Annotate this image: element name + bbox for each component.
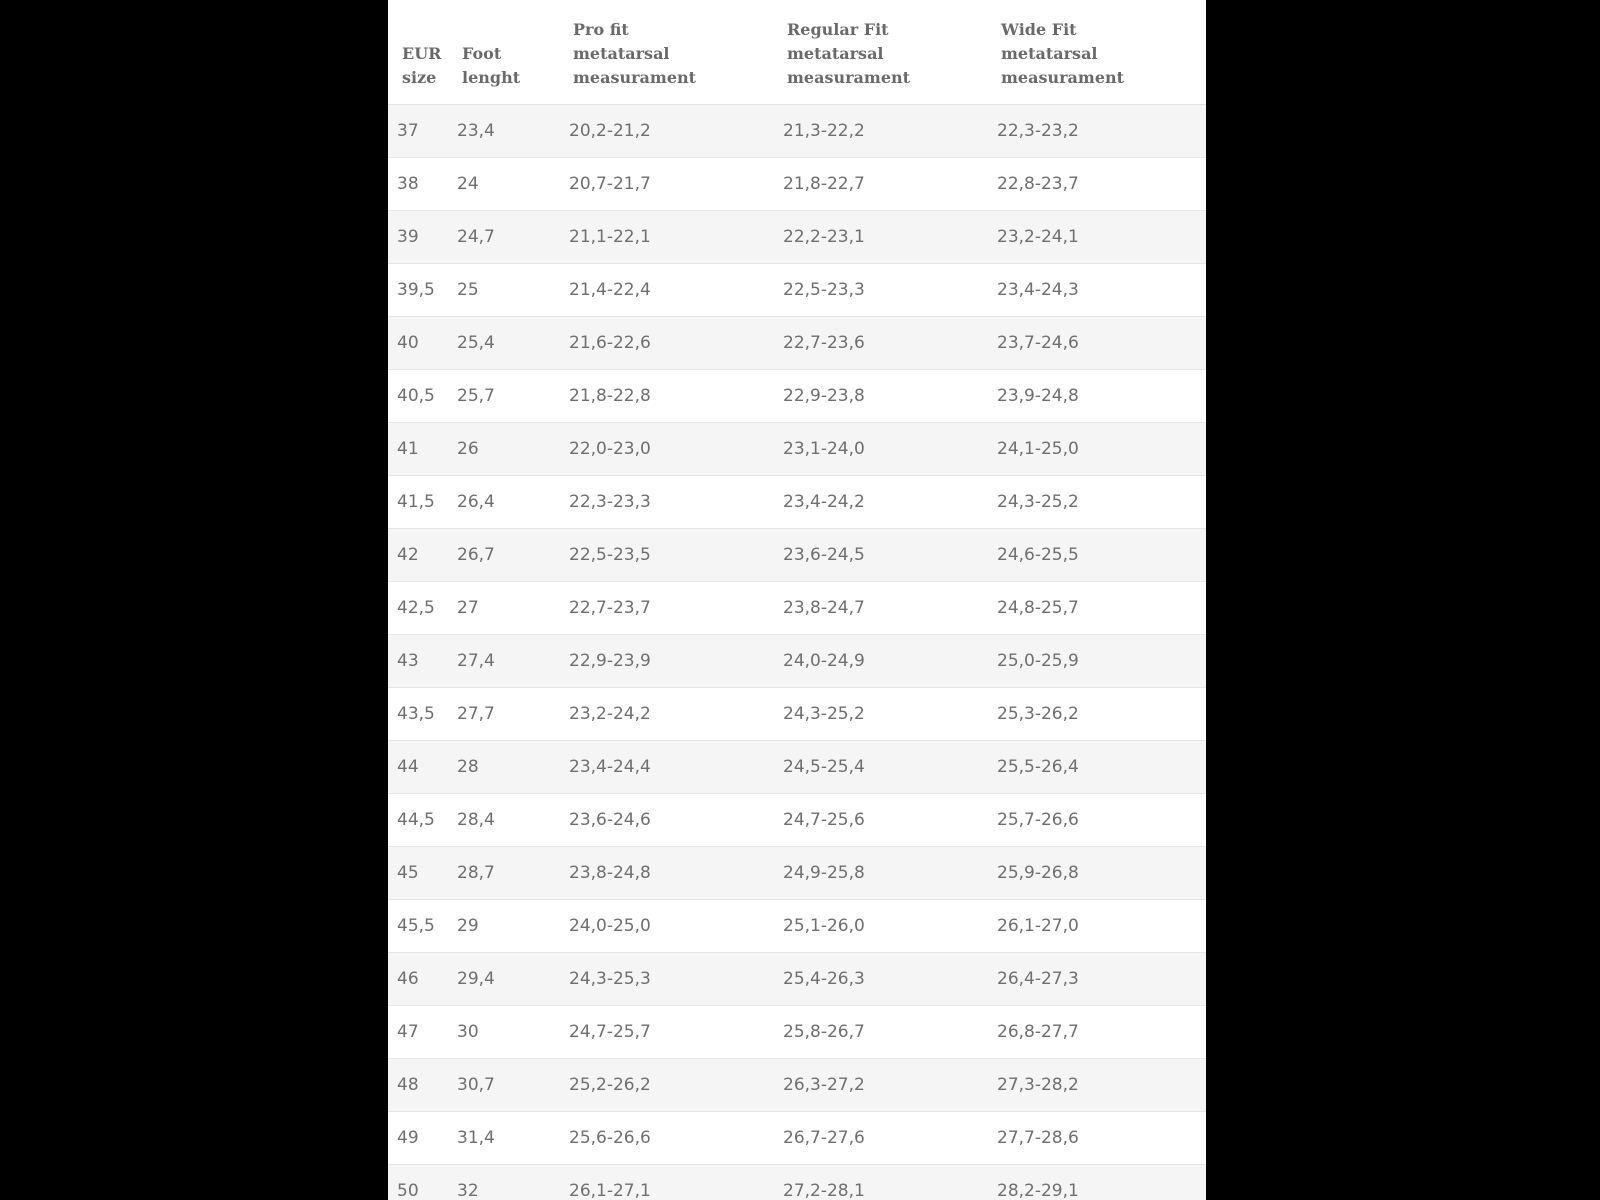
cell-regular-fit: 26,3-27,2 xyxy=(783,1075,865,1095)
cell-foot-length: 32 xyxy=(457,1181,479,1200)
cell-wide-fit: 24,8-25,7 xyxy=(997,598,1079,618)
cell-foot-length: 25,4 xyxy=(457,333,495,353)
cell-foot-length: 26,4 xyxy=(457,492,495,512)
cell-regular-fit: 24,3-25,2 xyxy=(783,704,865,724)
table-row xyxy=(388,1112,1206,1165)
cell-wide-fit: 25,9-26,8 xyxy=(997,863,1079,883)
table-row xyxy=(388,688,1206,741)
cell-eur-size: 40 xyxy=(397,333,419,353)
cell-wide-fit: 25,7-26,6 xyxy=(997,810,1079,830)
cell-foot-length: 28,4 xyxy=(457,810,495,830)
cell-pro-fit: 21,4-22,4 xyxy=(569,280,651,300)
table-row xyxy=(388,370,1206,423)
cell-regular-fit: 21,3-22,2 xyxy=(783,121,865,141)
table-row xyxy=(388,635,1206,688)
cell-eur-size: 42,5 xyxy=(397,598,435,618)
cell-wide-fit: 25,0-25,9 xyxy=(997,651,1079,671)
cell-pro-fit: 23,2-24,2 xyxy=(569,704,651,724)
header-pro-fit: Pro fit metatarsal measurament xyxy=(573,20,697,87)
table-header xyxy=(388,0,1206,105)
cell-eur-size: 41,5 xyxy=(397,492,435,512)
cell-eur-size: 42 xyxy=(397,545,419,565)
cell-pro-fit: 24,3-25,3 xyxy=(569,969,651,989)
table-row xyxy=(388,529,1206,582)
cell-wide-fit: 25,5-26,4 xyxy=(997,757,1079,777)
cell-regular-fit: 22,2-23,1 xyxy=(783,227,865,247)
cell-regular-fit: 25,8-26,7 xyxy=(783,1022,865,1042)
cell-pro-fit: 21,6-22,6 xyxy=(569,333,651,353)
cell-wide-fit: 26,1-27,0 xyxy=(997,916,1079,936)
cell-foot-length: 31,4 xyxy=(457,1128,495,1148)
cell-eur-size: 37 xyxy=(397,121,419,141)
table-row xyxy=(388,1165,1206,1200)
cell-wide-fit: 23,7-24,6 xyxy=(997,333,1079,353)
cell-regular-fit: 24,7-25,6 xyxy=(783,810,865,830)
table-row xyxy=(388,847,1206,900)
cell-pro-fit: 21,8-22,8 xyxy=(569,386,651,406)
header-eur-size: EUR size xyxy=(402,44,442,87)
cell-eur-size: 40,5 xyxy=(397,386,435,406)
cell-wide-fit: 28,2-29,1 xyxy=(997,1181,1079,1200)
cell-foot-length: 30 xyxy=(457,1022,479,1042)
table-row xyxy=(388,317,1206,370)
cell-foot-length: 27 xyxy=(457,598,479,618)
cell-foot-length: 24,7 xyxy=(457,227,495,247)
cell-pro-fit: 23,6-24,6 xyxy=(569,810,651,830)
cell-regular-fit: 26,7-27,6 xyxy=(783,1128,865,1148)
table-row xyxy=(388,1006,1206,1059)
table-row xyxy=(388,582,1206,635)
cell-pro-fit: 22,9-23,9 xyxy=(569,651,651,671)
cell-wide-fit: 26,4-27,3 xyxy=(997,969,1079,989)
cell-eur-size: 49 xyxy=(397,1128,419,1148)
cell-wide-fit: 25,3-26,2 xyxy=(997,704,1079,724)
cell-eur-size: 38 xyxy=(397,174,419,194)
size-chart-table xyxy=(388,0,1206,1200)
cell-pro-fit: 20,2-21,2 xyxy=(569,121,651,141)
cell-pro-fit: 26,1-27,1 xyxy=(569,1181,651,1200)
table-row xyxy=(388,105,1206,158)
cell-foot-length: 29 xyxy=(457,916,479,936)
header-regular-fit: Regular Fit metatarsal measurament xyxy=(787,20,911,87)
cell-pro-fit: 25,6-26,6 xyxy=(569,1128,651,1148)
cell-eur-size: 48 xyxy=(397,1075,419,1095)
table-row xyxy=(388,900,1206,953)
cell-regular-fit: 23,6-24,5 xyxy=(783,545,865,565)
table-row xyxy=(388,476,1206,529)
cell-wide-fit: 22,3-23,2 xyxy=(997,121,1079,141)
cell-regular-fit: 24,9-25,8 xyxy=(783,863,865,883)
cell-foot-length: 27,4 xyxy=(457,651,495,671)
cell-foot-length: 25 xyxy=(457,280,479,300)
cell-wide-fit: 23,9-24,8 xyxy=(997,386,1079,406)
table-row xyxy=(388,1059,1206,1112)
cell-eur-size: 43 xyxy=(397,651,419,671)
cell-wide-fit: 23,4-24,3 xyxy=(997,280,1079,300)
cell-pro-fit: 24,7-25,7 xyxy=(569,1022,651,1042)
cell-foot-length: 23,4 xyxy=(457,121,495,141)
cell-regular-fit: 22,7-23,6 xyxy=(783,333,865,353)
table-row xyxy=(388,211,1206,264)
cell-eur-size: 41 xyxy=(397,439,419,459)
cell-regular-fit: 25,1-26,0 xyxy=(783,916,865,936)
cell-pro-fit: 22,7-23,7 xyxy=(569,598,651,618)
header-foot-length: Foot lenght xyxy=(462,44,521,87)
cell-pro-fit: 22,0-23,0 xyxy=(569,439,651,459)
cell-wide-fit: 24,6-25,5 xyxy=(997,545,1079,565)
cell-foot-length: 28,7 xyxy=(457,863,495,883)
cell-wide-fit: 24,3-25,2 xyxy=(997,492,1079,512)
cell-pro-fit: 22,5-23,5 xyxy=(569,545,651,565)
table-row xyxy=(388,158,1206,211)
cell-eur-size: 39 xyxy=(397,227,419,247)
cell-regular-fit: 21,8-22,7 xyxy=(783,174,865,194)
cell-eur-size: 45 xyxy=(397,863,419,883)
cell-eur-size: 47 xyxy=(397,1022,419,1042)
cell-eur-size: 45,5 xyxy=(397,916,435,936)
cell-eur-size: 39,5 xyxy=(397,280,435,300)
table-row xyxy=(388,953,1206,1006)
cell-foot-length: 28 xyxy=(457,757,479,777)
cell-foot-length: 26,7 xyxy=(457,545,495,565)
header-wide-fit: Wide Fit metatarsal measurament xyxy=(1001,20,1125,87)
cell-regular-fit: 25,4-26,3 xyxy=(783,969,865,989)
cell-foot-length: 30,7 xyxy=(457,1075,495,1095)
cell-regular-fit: 22,9-23,8 xyxy=(783,386,865,406)
cell-regular-fit: 23,8-24,7 xyxy=(783,598,865,618)
cell-regular-fit: 24,0-24,9 xyxy=(783,651,865,671)
cell-regular-fit: 24,5-25,4 xyxy=(783,757,865,777)
cell-pro-fit: 21,1-22,1 xyxy=(569,227,651,247)
cell-foot-length: 29,4 xyxy=(457,969,495,989)
cell-wide-fit: 27,7-28,6 xyxy=(997,1128,1079,1148)
cell-eur-size: 43,5 xyxy=(397,704,435,724)
cell-wide-fit: 23,2-24,1 xyxy=(997,227,1079,247)
cell-pro-fit: 22,3-23,3 xyxy=(569,492,651,512)
cell-foot-length: 27,7 xyxy=(457,704,495,724)
cell-pro-fit: 23,4-24,4 xyxy=(569,757,651,777)
table-row xyxy=(388,741,1206,794)
cell-pro-fit: 24,0-25,0 xyxy=(569,916,651,936)
cell-wide-fit: 26,8-27,7 xyxy=(997,1022,1079,1042)
table-row xyxy=(388,423,1206,476)
cell-foot-length: 25,7 xyxy=(457,386,495,406)
cell-regular-fit: 23,4-24,2 xyxy=(783,492,865,512)
header-row xyxy=(388,0,1206,105)
table-row xyxy=(388,794,1206,847)
table-row xyxy=(388,264,1206,317)
cell-eur-size: 44 xyxy=(397,757,419,777)
cell-wide-fit: 27,3-28,2 xyxy=(997,1075,1079,1095)
cell-wide-fit: 24,1-25,0 xyxy=(997,439,1079,459)
size-chart-panel xyxy=(388,0,1206,1200)
cell-foot-length: 26 xyxy=(457,439,479,459)
cell-regular-fit: 23,1-24,0 xyxy=(783,439,865,459)
cell-eur-size: 44,5 xyxy=(397,810,435,830)
cell-eur-size: 46 xyxy=(397,969,419,989)
cell-wide-fit: 22,8-23,7 xyxy=(997,174,1079,194)
cell-pro-fit: 25,2-26,2 xyxy=(569,1075,651,1095)
cell-regular-fit: 27,2-28,1 xyxy=(783,1181,865,1200)
cell-pro-fit: 20,7-21,7 xyxy=(569,174,651,194)
cell-foot-length: 24 xyxy=(457,174,479,194)
cell-regular-fit: 22,5-23,3 xyxy=(783,280,865,300)
cell-eur-size: 50 xyxy=(397,1181,419,1200)
table-body xyxy=(388,105,1206,1200)
cell-pro-fit: 23,8-24,8 xyxy=(569,863,651,883)
